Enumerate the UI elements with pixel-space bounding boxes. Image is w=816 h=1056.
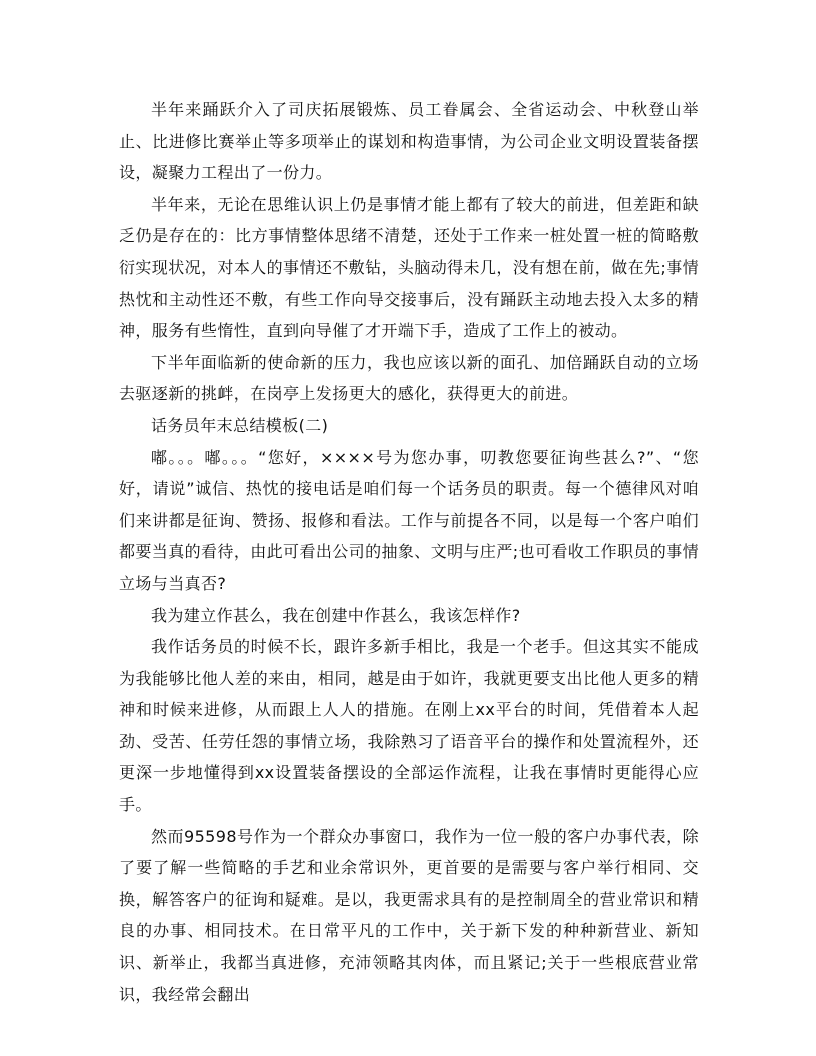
paragraph-second-half-plan: 下半年面临新的使命新的压力，我也应该以新的面孔、加倍踊跃自动的立场去驱逐新的挑衅，在岗亭上发扬更大的感化，获得更大的前进。	[119, 352, 699, 404]
paragraph-newcomer: 我作话务员的时候不长，跟许多新手相比，我是一个老手。但这其实不能成为我能够比他人差的来由，相同，越是由于如许，我就更要支出比他人更多的精神和时候来进修，从而跟上人人的措施。在刚上xx平台的时间，凭借着本人起劲、受苦、任劳任怨的事情立场，我除熟习了语音平台的操作和处置流程外，还更深一步地懂得到xx设置装备摆设的全部运作流程，让我在事情时更能得心应手。	[119, 637, 699, 815]
document-body	[119, 94, 699, 1010]
paragraph-shortcomings: 半年来，无论在思维认识上仍是事情才能上都有了较大的前进，但差距和缺乏仍是存在的：比方事情整体思绪不清楚，还处于工作来一桩处置一桩的简略敷衍实现状况，对本人的事情还不敷钻，头脑动得未几，没有想在前，做在先;事情热忱和主动性还不敷，有些工作向导交接事后，没有踊跃主动地去投入太多的精神，服务有些惰性，直到向导催了才开端下手，造成了工作上的被动。	[119, 194, 699, 341]
paragraph-question: 我为建立作甚么，我在创建中作甚么，我该怎样作?	[151, 605, 521, 625]
paragraph-service-window: 然而95598号作为一个群众办事窗口，我作为一位一般的客户办事代表，除了要了解一些简略的手艺和业余常识外，更首要的是需要与客户举行相同、交换，解答客户的征询和疑难。是以，我更需求具有的是控制周全的营业常识和精良的办事、相同技术。在日常平凡的工作中，关于新下发的种种新营业、新知识、新举止，我都当真进修，充沛领略其肉体，而且紧记;关于一些根底营业常识，我经常会翻出	[119, 826, 699, 1004]
paragraph-activities: 半年来踊跃介入了司庆拓展锻炼、员工眷属会、全省运动会、中秋登山举止、比进修比赛举止等多项举止的谋划和构造事情，为公司企业文明设置装备摆设，凝聚力工程出了一份力。	[119, 100, 699, 183]
section-heading: 话务员年末总结模板(二)	[151, 415, 329, 435]
paragraph-phone-greeting: 嘟。。。嘟。。。“您好，××××号为您办事，叨教您要征询些甚么?”、“您好，请说”诚信、热忱的接电话是咱们每一个话务员的职责。每一个德律风对咱们来讲都是征询、赞扬、报修和看法。工作与前提各不同，以是每一个客户咱们都要当真的看待，由此可看出公司的抽象、文明与庄严;也可看收工作职员的事情立场与当真否?	[119, 447, 699, 593]
